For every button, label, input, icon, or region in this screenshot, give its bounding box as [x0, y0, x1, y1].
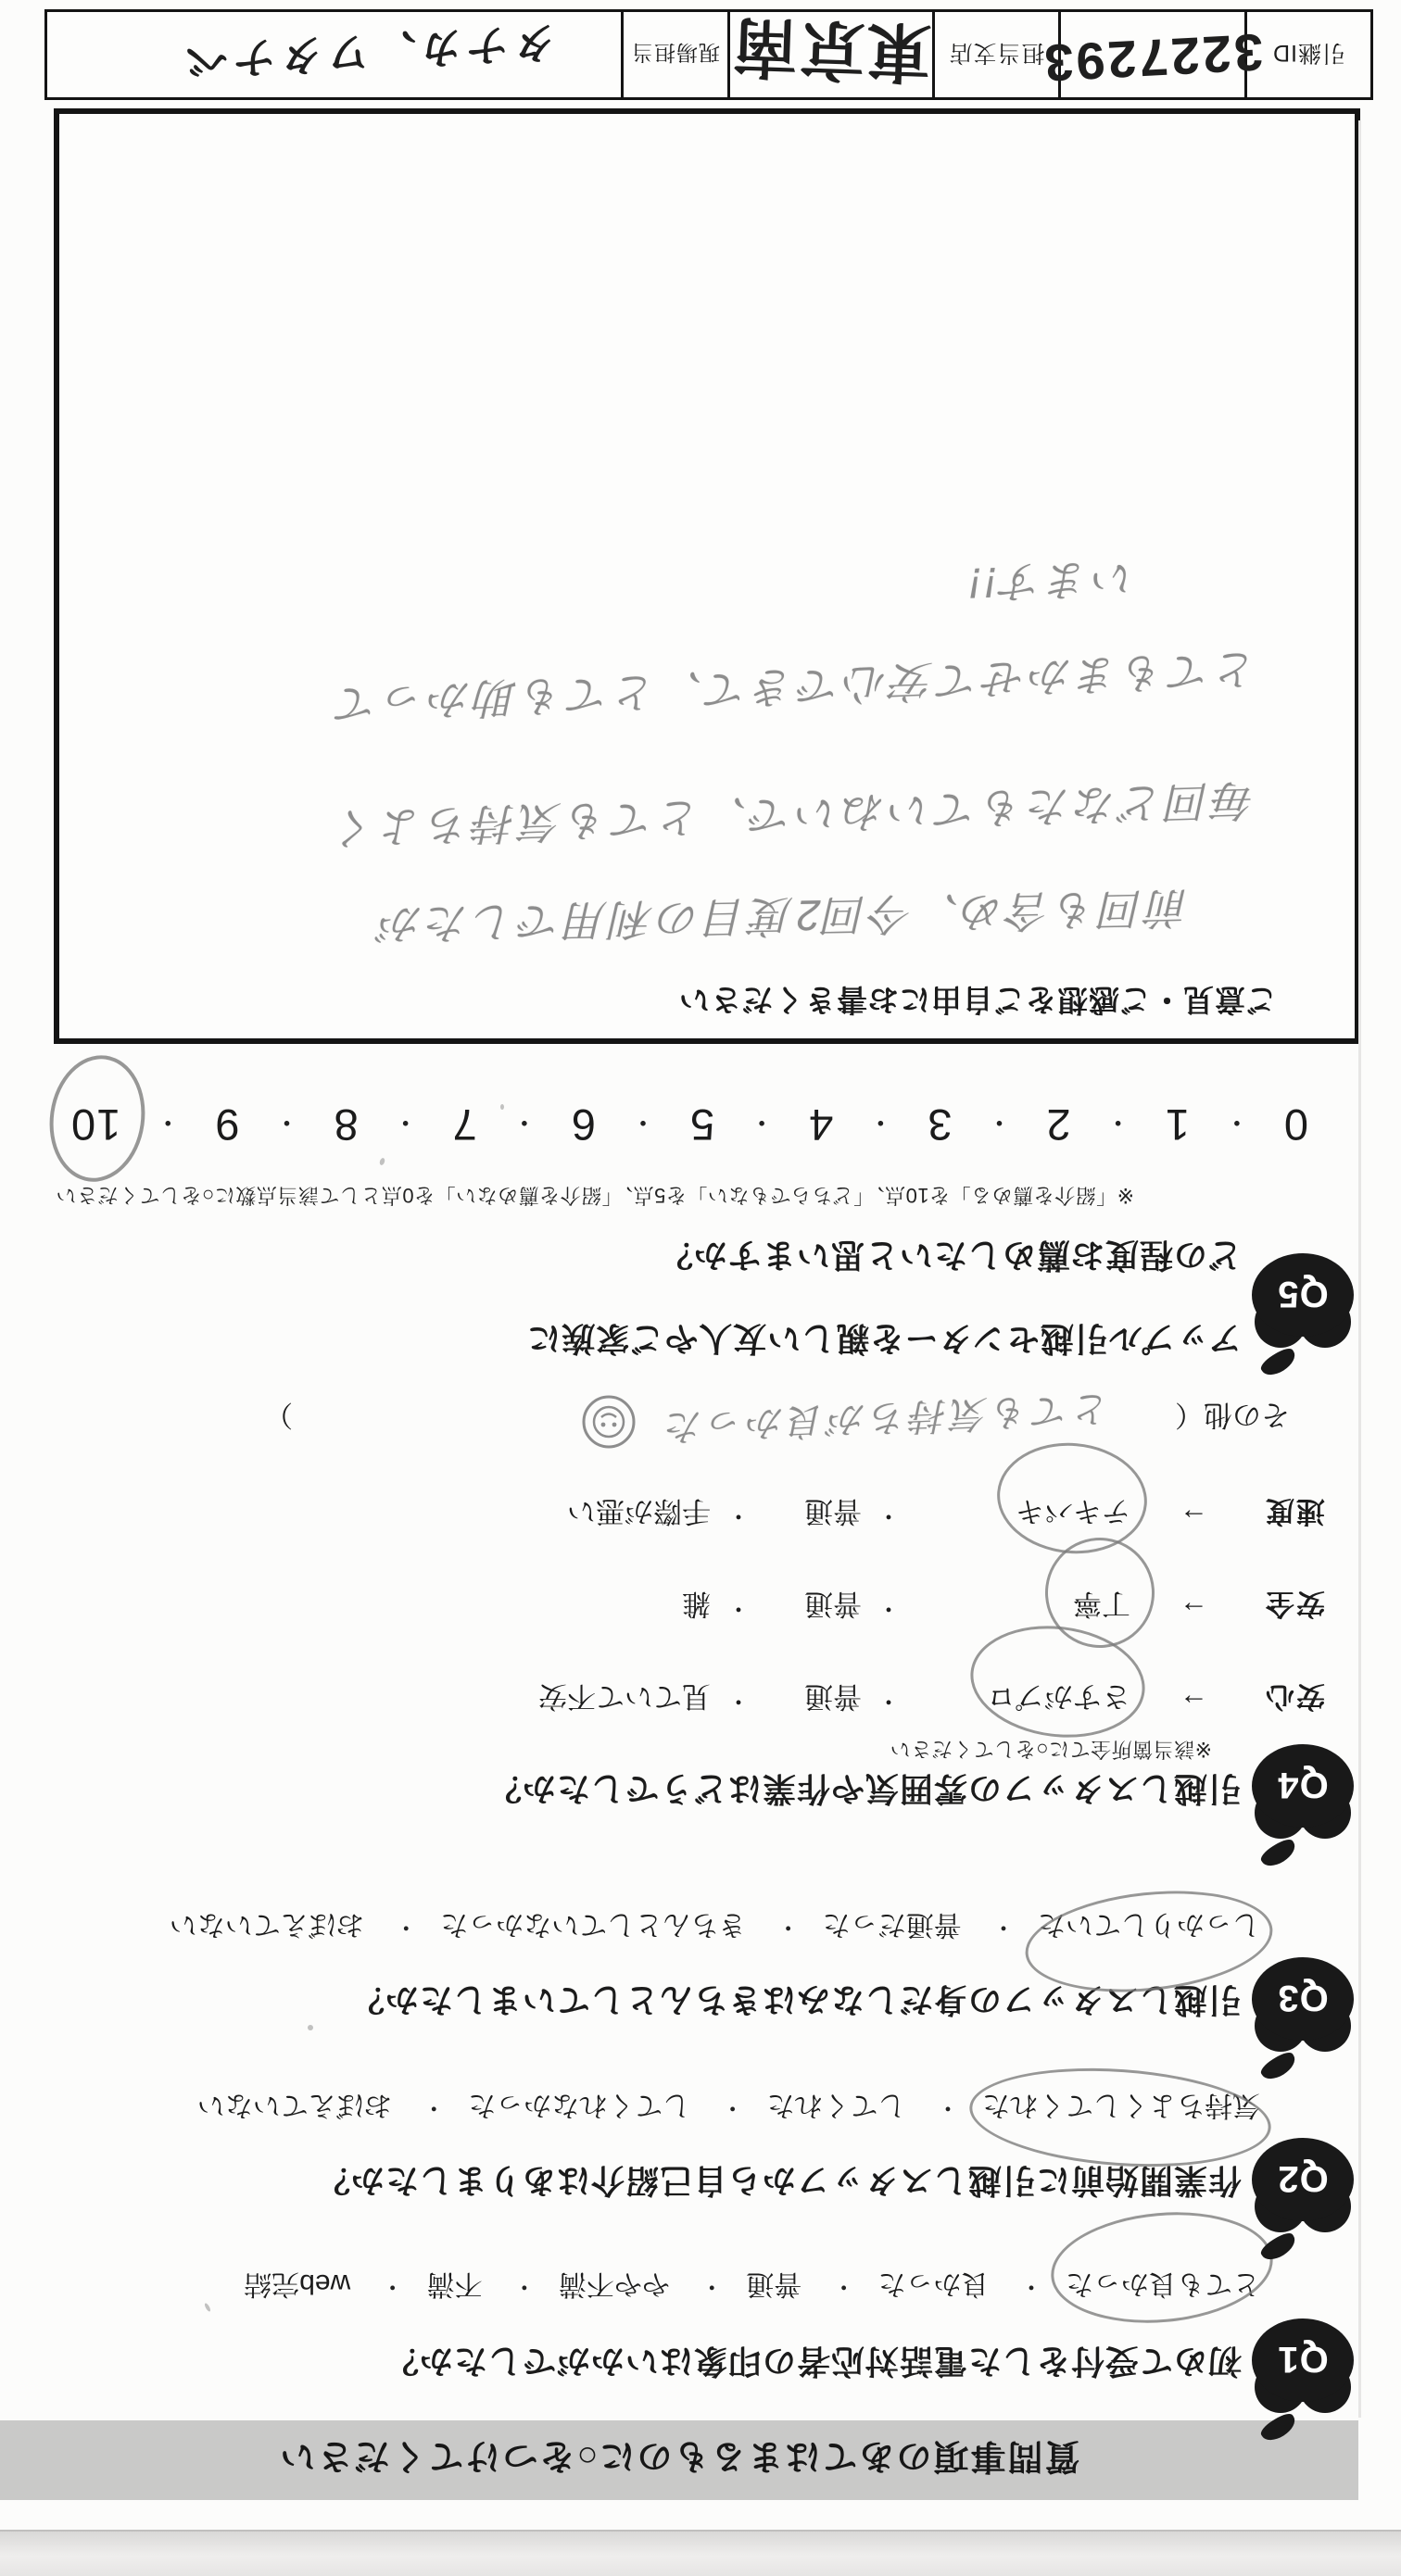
q1-option-4: やや不満: [558, 2268, 670, 2299]
q2-question-text: 作業開始前に引越しスタッフから自己紹介はありましたか？: [315, 2162, 1242, 2200]
arrow-icon: →: [1180, 1595, 1208, 1627]
q5-question-line1: アップル引越センターを親しい友人やご家族に: [526, 1320, 1242, 1358]
handover-table: [44, 9, 1373, 100]
q2-option-2: してくれた: [766, 2090, 906, 2120]
header-instruction-text: 質問事項のあてはまるものに○をつけてください: [278, 2436, 1080, 2476]
q2-option-1-selected: 気持ちよくしてくれた: [982, 2088, 1260, 2129]
q1-options-row: とても良かった・ 良かった・ 普通・ やや不満・ 不満・ web完結: [244, 2267, 1260, 2307]
branch-label: 担当支店: [932, 12, 1058, 97]
scan-bottom-edge-shadow: [0, 2530, 1401, 2576]
comment-box-label: ご意見・ご感想をご自由にお書きください: [678, 983, 1277, 1017]
apple-leaf-icon: [1258, 2230, 1300, 2265]
q2-option-4: おぼえていない: [196, 2090, 392, 2120]
scale-5: 5: [689, 1100, 715, 1150]
scale-9: 9: [214, 1100, 240, 1150]
q4-question-text: 引越しスタッフの雰囲気や作業はどうでしたか？: [486, 1770, 1242, 1808]
scale-2: 2: [1045, 1100, 1071, 1150]
q4-aspect-row-sokudo: 速度 → テキパキ ・ 普通 ・ 手際が悪い: [0, 1479, 1401, 1535]
aspect-label: 速度: [1264, 1495, 1325, 1527]
aspect-label: 安心: [1264, 1680, 1325, 1713]
handwritten-staff-names: タナカ、ワタナベ: [179, 18, 557, 86]
other-handwritten-value: とても気持ちが良かった: [662, 1387, 1112, 1448]
handover-id-value-cell: [1041, 12, 1266, 97]
handwritten-comment-line-3: とてもまかせて安心できて、とても助かって: [332, 644, 1259, 729]
comment-box: [54, 108, 1360, 1044]
q2-options-row: 気持ちよくしてくれた・ してくれた・ してくれなかった・ おぼえていない: [197, 2088, 1260, 2129]
q5-question-line2: どの程度お薦めしたいと思いますか？: [658, 1237, 1242, 1275]
handwritten-comment-line-1: 前回も含め、今回2度目の利用でしたが: [375, 883, 1191, 949]
q3-apple-badge: [1251, 1955, 1355, 2076]
q3-question-text: 引越しスタッフの身だしなみはきちんとしていましたか？: [349, 1981, 1242, 2019]
branch-value-cell: [727, 9, 933, 97]
paper-edge-line: [1358, 120, 1361, 2418]
scale-4: 4: [808, 1100, 834, 1150]
q1-option-1-selected: とても良かった: [1066, 2267, 1260, 2307]
q4-badge-label: Q4: [1277, 1765, 1329, 1805]
handwritten-comment-line-2: 毎回どなたもていねいで、とても気持ちよく: [330, 775, 1257, 853]
scale-1: 1: [1164, 1100, 1190, 1150]
q3-option-4: おぼえていない: [169, 1909, 364, 1940]
scale-8: 8: [333, 1100, 359, 1150]
apple-leaf-icon: [1258, 2049, 1300, 2084]
other-close-label: ）: [264, 1399, 294, 1431]
q1-apple-badge: [1251, 2317, 1355, 2437]
arrow-icon: →: [1180, 1688, 1208, 1720]
q1-option-3: 普通: [746, 2268, 802, 2299]
site-staff-value-cell: [47, 12, 621, 97]
handwritten-branch: 東京南: [729, 9, 933, 90]
handwritten-id: 3227293: [1041, 23, 1266, 94]
q1-option-6: web完結: [244, 2268, 351, 2299]
q4-anzen-option-2: 普通: [804, 1588, 862, 1620]
q3-option-1-selected: しっかりしていた: [1038, 1907, 1260, 1948]
scale-10-selected: 10: [70, 1100, 120, 1150]
pencil-circle-q1: [1046, 2204, 1277, 2331]
pencil-speck: [500, 1104, 504, 1110]
q2-apple-badge: [1251, 2136, 1355, 2256]
aspect-label: 安全: [1264, 1588, 1325, 1620]
q5-badge-label: Q5: [1277, 1274, 1329, 1314]
q4-aspect-row-anzen: 安全 → 丁寧 ・ 普通 ・ 雑: [0, 1572, 1401, 1627]
q4-anzen-option-3: 雑: [682, 1588, 711, 1620]
q2-option-3: してくれなかった: [468, 2090, 691, 2120]
pencil-speck: [308, 2025, 313, 2030]
q4-anzen-option-1-selected: 丁寧: [1073, 1586, 1130, 1627]
apple-leaf-icon: [1258, 1836, 1300, 1871]
scale-7: 7: [451, 1100, 477, 1150]
scale-0: 0: [1282, 1100, 1308, 1150]
q4-apple-badge: [1251, 1742, 1355, 1863]
q4-sokudo-option-2: 普通: [804, 1495, 862, 1527]
q4-anshin-option-2: 普通: [804, 1680, 862, 1713]
other-open-label: その他（: [1175, 1399, 1290, 1431]
q4-anshin-option-3: 見ていて不安: [538, 1680, 711, 1713]
q4-note: ※該当箇所全てに○をしてください: [890, 1738, 1212, 1761]
q4-sokudo-option-3: 手際が悪い: [567, 1495, 711, 1527]
q4-other-row: [264, 1387, 1290, 1451]
handwritten-comment-line-4: います!!: [965, 553, 1137, 609]
q1-option-2: 良かった: [877, 2268, 990, 2299]
arrow-icon: →: [1180, 1502, 1208, 1535]
q5-note: ※「紹介を薦める」を10点、「どちらでもない」を5点、「紹介を薦めない」を0点として該当点数に○をしてください: [56, 1184, 1134, 1207]
apple-leaf-icon: [1258, 1345, 1300, 1380]
q2-badge-label: Q2: [1277, 2158, 1329, 2199]
scale-3: 3: [927, 1100, 953, 1150]
scale-6: 6: [570, 1100, 596, 1150]
q5-apple-badge: [1251, 1251, 1355, 1372]
q1-question-text: 初めて受付をした電話対応者の印象はいかがでしたか？: [384, 2343, 1242, 2381]
q3-option-2: 普通だった: [822, 1909, 962, 1940]
q4-aspect-row-anshin: 安心 → さすがプロ ・ 普通 ・ 見ていて不安: [0, 1665, 1401, 1720]
header-instruction-bar: [0, 2420, 1358, 2500]
smiley-icon: [579, 1392, 638, 1451]
q3-option-3: きちんとしていなかった: [440, 1909, 747, 1940]
q4-anshin-option-1-selected: さすがプロ: [987, 1678, 1130, 1720]
q1-badge-label: Q1: [1277, 2339, 1329, 2380]
q3-options-row: しっかりしていた・ 普通だった・ きちんとしていなかった・ おぼえていない: [170, 1907, 1260, 1948]
q3-badge-label: Q3: [1277, 1978, 1329, 2018]
q5-nps-scale: 0 ・ 1 ・ 2 ・ 3 ・ 4 ・ 5 ・ 6 ・ 7 ・ 8 ・ 9 ・ 10: [70, 1100, 1308, 1150]
q1-option-5: 不満: [426, 2268, 483, 2299]
q4-sokudo-option-1-selected: テキパキ: [1016, 1493, 1130, 1535]
handover-id-label: 引継ID: [1244, 12, 1370, 97]
site-staff-label: 現場担当: [621, 12, 727, 97]
